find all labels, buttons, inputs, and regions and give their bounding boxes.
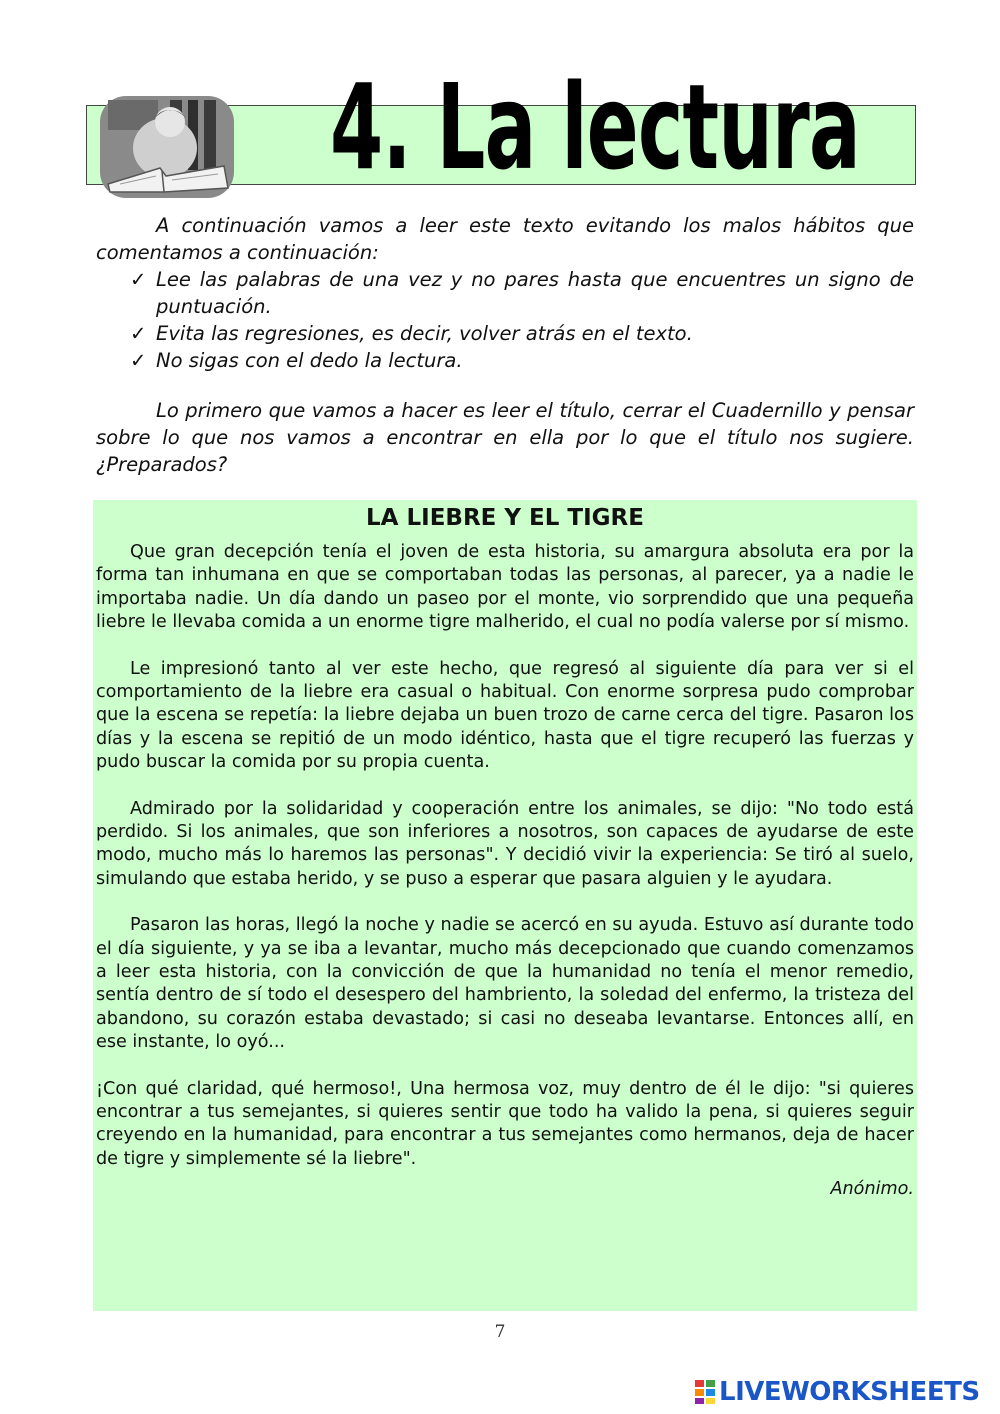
story-paragraph: ¡Con qué claridad, qué hermoso!, Una hermosa voz, muy dentro de él le dijo: "si quieres encontrar a tus semejantes, si quieres sentir que todo ha valido la pena, si quieres seguir creyendo en la humanidad, para encontrar a tus semejantes como hermanos, deja de hacer de tigre y simplemente sé la liebre".	[96, 1078, 914, 1169]
story-box	[93, 500, 917, 1311]
story-author: Anónimo.	[830, 1178, 914, 1199]
story-title: LA LIEBRE Y EL TIGRE	[366, 505, 644, 531]
habits-list	[96, 266, 914, 374]
check-icon: ✓	[130, 322, 147, 345]
list-item: ✓ Lee las palabras de una vez y no pares hasta que encuentres un signo de puntuación.	[130, 268, 914, 318]
check-icon: ✓	[130, 349, 147, 372]
check-icon: ✓	[130, 268, 147, 291]
page-title: 4. La lectura	[330, 58, 860, 196]
list-item: ✓ Evita las regresiones, es decir, volver atrás en el texto.	[130, 322, 693, 345]
liveworksheets-logo-icon	[694, 1379, 716, 1405]
list-item: ✓ No sigas con el dedo la lectura.	[130, 349, 463, 372]
brand-name: LIVEWORKSHEETS	[719, 1377, 980, 1407]
page-number: 7	[494, 1322, 506, 1342]
story-paragraph: Pasaron las horas, llegó la noche y nadie se acercó en su ayuda. Estuvo así durante todo el día siguiente, y ya se iba a levantar, mucho más decepcionado que cuando comenzamos a leer esta historia, con la convicción de que la humanidad no tenía el menor remedio, sentía dentro de sí todo el desespero del hambriento, la soledad del enfermo, la tristeza del abandono, su corazón estaba devastado; si casi no deseaba levantarse. Entonces allí, en ese instante, lo oyó...	[96, 915, 914, 1052]
intro-paragraph-2: Lo primero que vamos a hacer es leer el título, cerrar el Cuadernillo y pensar sobre lo que nos vamos a encontrar en ella por lo que el título nos sugiere. ¿Preparados?	[96, 399, 914, 476]
intro-paragraph-1: A continuación vamos a leer este texto evitando los malos hábitos que comentamos a continuación:	[96, 214, 914, 264]
intro-section	[96, 212, 914, 478]
liveworksheets-brand[interactable]	[694, 1375, 980, 1409]
story-paragraph: Que gran decepción tenía el joven de esta historia, su amargura absoluta era por la forma tan inhumana en que se comportaban todas las personas, al parecer, ya a nadie le importaba nadie. Un día dando un paseo por el monte, vio sorprendido que una pequeña liebre le llevaba comida a un enorme tigre malherido, el cual no podía valerse por sí mismo.	[96, 542, 914, 632]
story-paragraph: Admirado por la solidaridad y cooperación entre los animales, se dijo: "No todo está perdido. Si los animales, que son inferiores a nosotros, son capaces de ayudarse de este modo, mucho más lo haremos las personas". Y decidió vivir la experiencia: Se tiró al suelo, simulando que estaba herido, y se puso a esperar que pasara alguien y le ayudara.	[96, 798, 914, 889]
story-paragraph: Le impresionó tanto al ver este hecho, que regresó al siguiente día para ver si el comportamiento de la liebre era casual o habitual. Con enorme sorpresa pudo comprobar que la escena se repetía: la liebre dejaba un buen trozo de carne cerca del tigre. Pasaron los días y la escena se repitió de un modo idéntico, hasta que el tigre recuperó las fuerzas y pudo buscar la comida por su propia cuenta.	[96, 658, 914, 772]
reader-illustration	[100, 96, 234, 198]
